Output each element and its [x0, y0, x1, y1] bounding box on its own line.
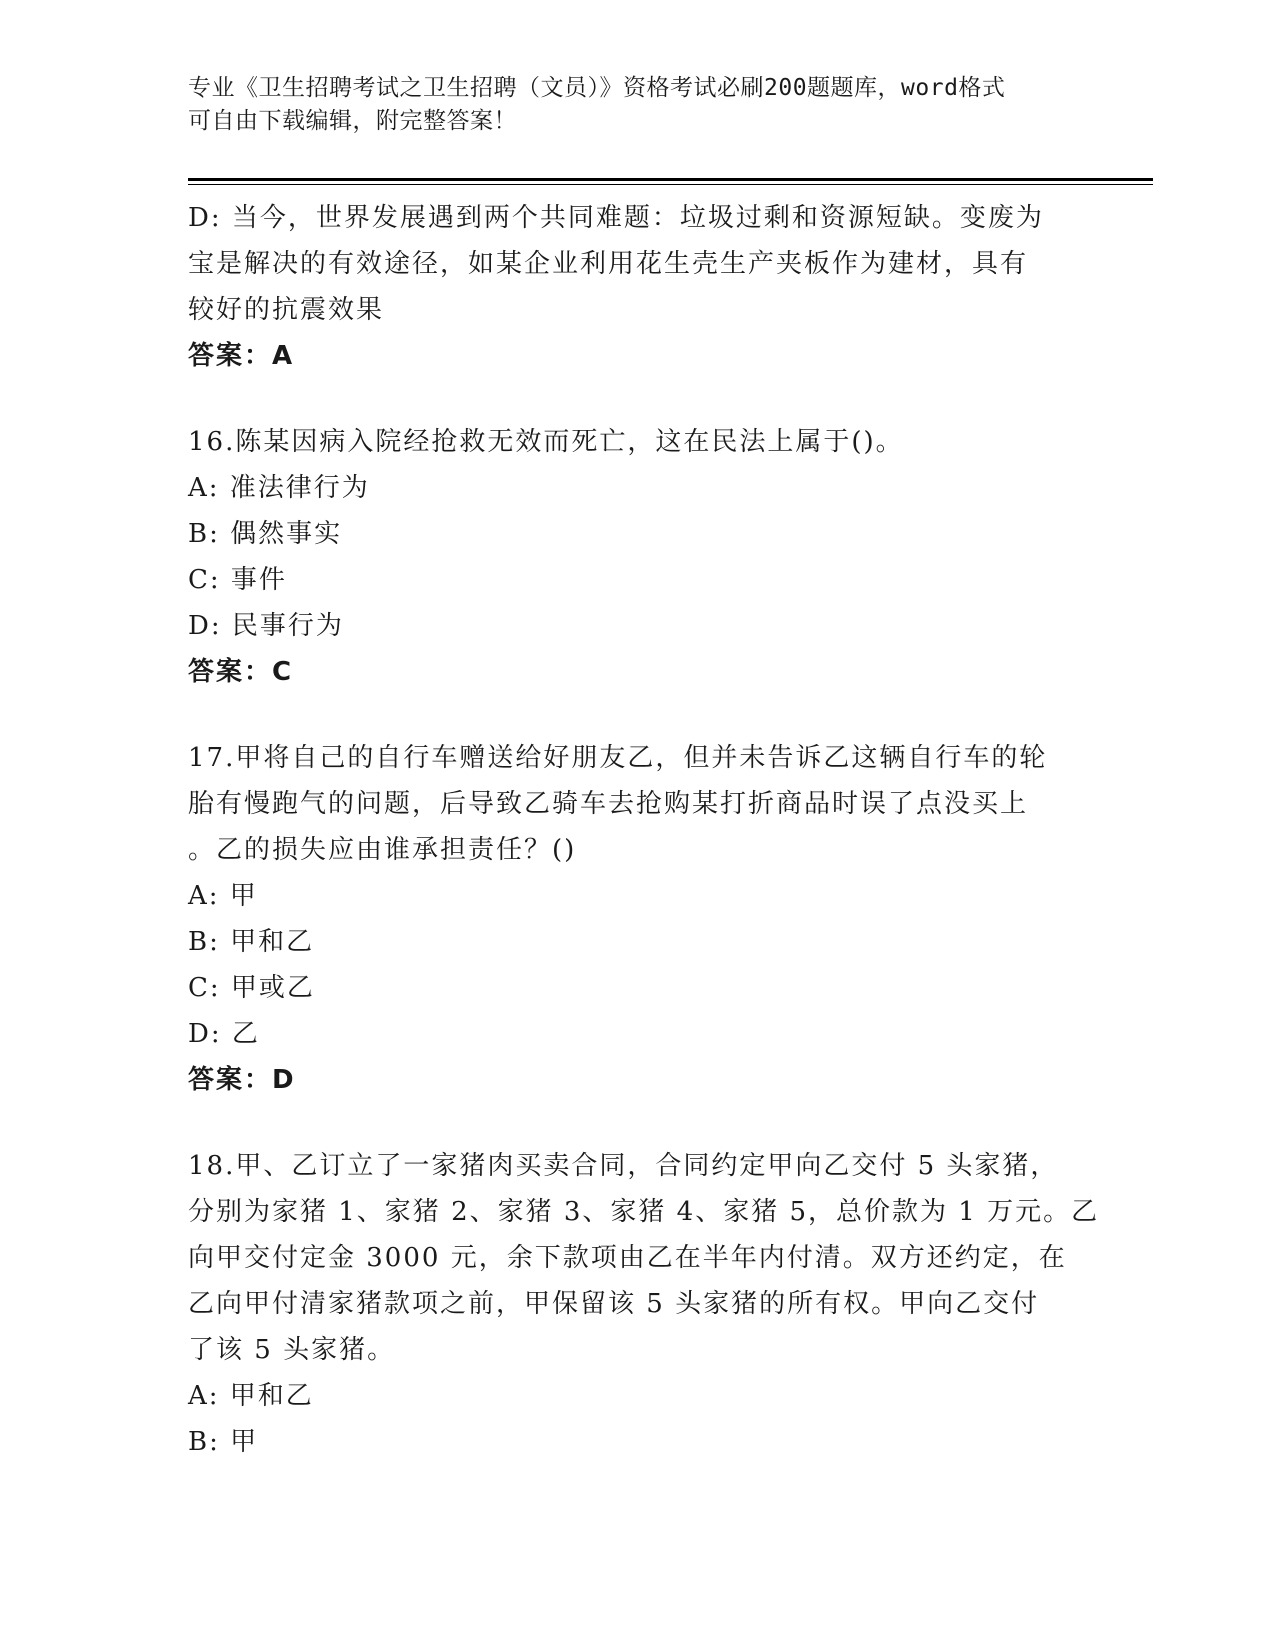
- option-a: A: 甲: [188, 881, 258, 911]
- option-d-line-1: D: 当今，世界发展遇到两个共同难题：垃圾过剩和资源短缺。变废为: [188, 203, 1044, 233]
- header-title-line-1: 专业《卫生招聘考试之卫生招聘（文员）》资格考试必刷200题题库，word格式: [188, 75, 1006, 101]
- option-d: D: 乙: [188, 1019, 260, 1049]
- spacer: [188, 379, 1088, 419]
- option-b: B: 甲: [188, 1427, 259, 1457]
- option-d-line-2: 宝是解决的有效途径，如某企业利用花生壳生产夹板作为建材，具有: [188, 249, 1029, 279]
- option-a: A: 甲和乙: [188, 1381, 314, 1411]
- option-c: C: 事件: [188, 565, 287, 595]
- header-title-line-2: 可自由下载编辑，附完整答案！: [188, 108, 517, 134]
- answer-label: 答案：D: [188, 1065, 296, 1095]
- question-stem-line-4: 乙向甲付清家猪款项之前，甲保留该 5 头家猪的所有权。甲向乙交付: [188, 1289, 1040, 1319]
- question-15-tail: [188, 195, 1088, 379]
- spacer: [188, 695, 1088, 735]
- answer-label: 答案：C: [188, 657, 294, 687]
- header-divider-thick: [188, 178, 1153, 181]
- question-17: [188, 735, 1088, 1103]
- question-stem-line-3: 向甲交付定金 3000 元，余下款项由乙在半年内付清。双方还约定，在: [188, 1243, 1067, 1273]
- question-stem-line-5: 了该 5 头家猪。: [188, 1335, 396, 1365]
- question-18: [188, 1143, 1100, 1465]
- option-d-line-3: 较好的抗震效果: [188, 295, 385, 325]
- option-d: D: 民事行为: [188, 611, 344, 641]
- question-stem-line-1: 18.甲、乙订立了一家猪肉买卖合同，合同约定甲向乙交付 5 头家猪，: [188, 1151, 1059, 1181]
- option-b: B: 偶然事实: [188, 519, 343, 549]
- question-stem-line-1: 17.甲将自己的自行车赠送给好朋友乙，但并未告诉乙这辆自行车的轮: [188, 743, 1048, 773]
- question-stem-line-2: 分别为家猪 1、家猪 2、家猪 3、家猪 4、家猪 5，总价款为 1 万元。乙: [188, 1197, 1100, 1227]
- document-header: [188, 72, 1088, 138]
- spacer: [188, 1103, 1088, 1143]
- answer-label: 答案：A: [188, 341, 295, 371]
- question-16: [188, 419, 1088, 695]
- question-stem-line-2: 胎有慢跑气的问题，后导致乙骑车去抢购某打折商品时误了点没买上: [188, 789, 1029, 819]
- document-body: [188, 195, 1100, 1465]
- option-b: B: 甲和乙: [188, 927, 315, 957]
- question-stem-line-3: 。乙的损失应由谁承担责任？(): [188, 835, 577, 865]
- question-stem: 16.陈某因病入院经抢救无效而死亡，这在民法上属于()。: [188, 427, 904, 457]
- option-c: C: 甲或乙: [188, 973, 315, 1003]
- header-divider-thin: [188, 184, 1153, 185]
- option-a: A: 准法律行为: [188, 473, 370, 503]
